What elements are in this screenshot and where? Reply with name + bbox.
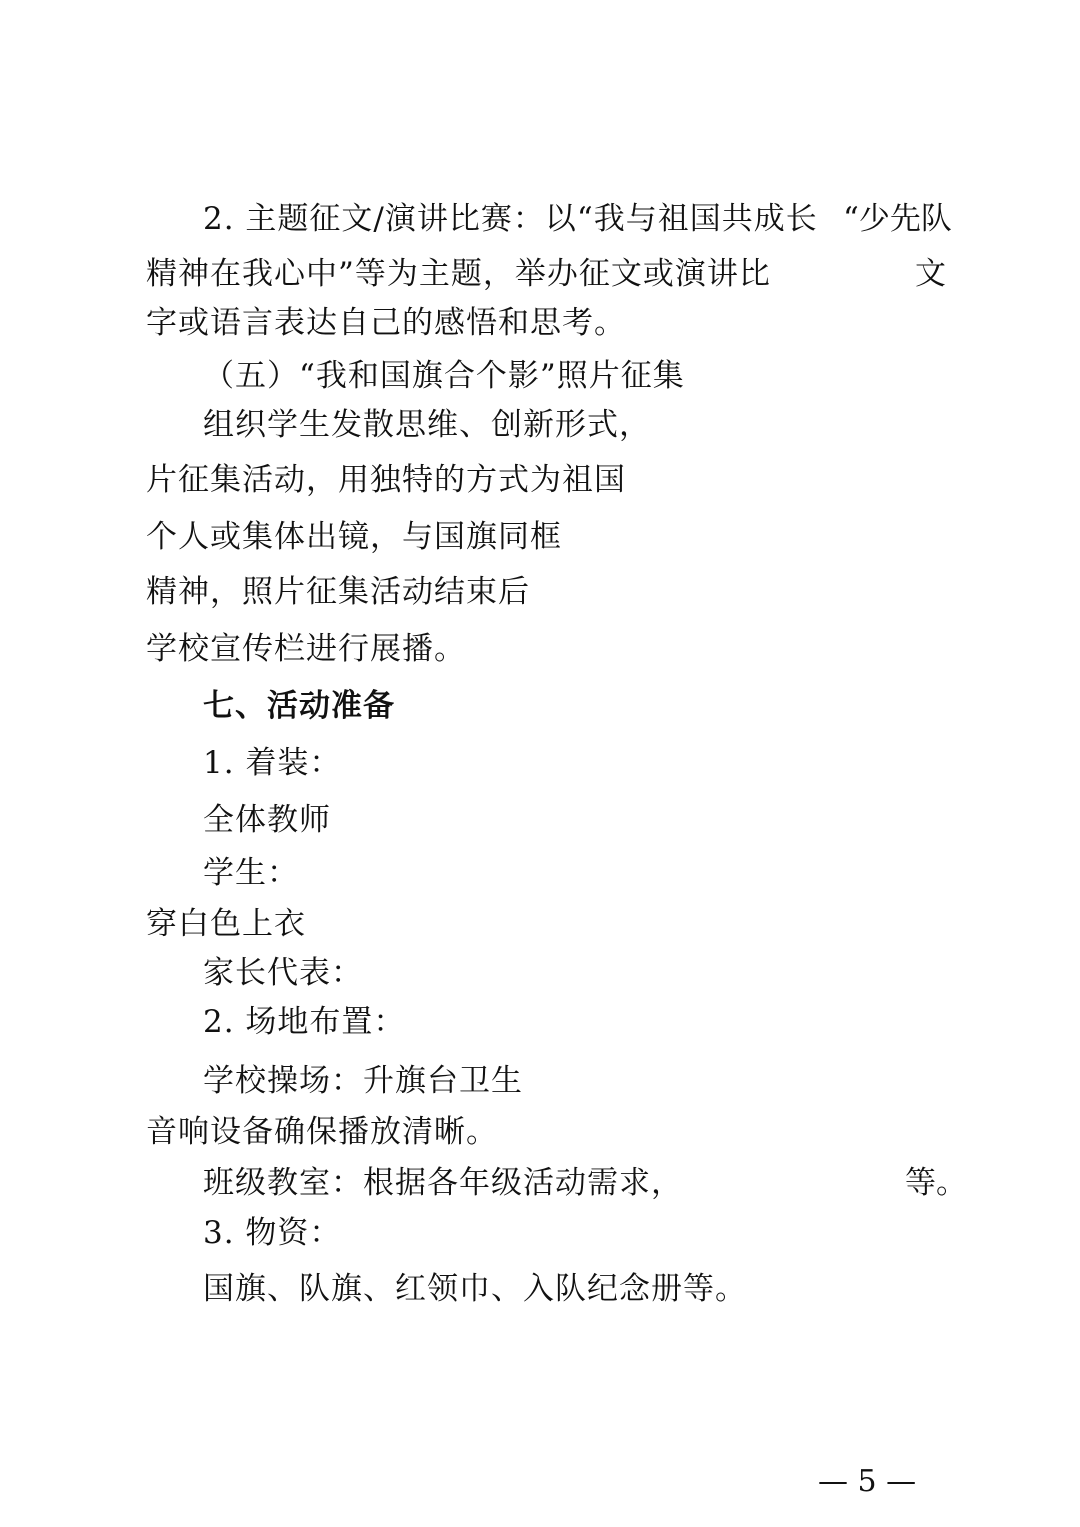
paragraph-line: 音响设备确保播放清晰。 xyxy=(146,1114,498,1150)
paragraph-line-fragment: 等。 xyxy=(905,1165,967,1201)
paragraph-line: 学生： xyxy=(203,855,299,891)
subsection-heading: 1. 着装： xyxy=(203,745,342,781)
paragraph-line: 国旗、队旗、红领巾、入队纪念册等。 xyxy=(203,1271,747,1307)
subsection-heading: 3. 物资： xyxy=(203,1215,342,1251)
paragraph-line: 班级教室：根据各年级活动需求， xyxy=(203,1165,683,1201)
paragraph-line: 学校宣传栏进行展播。 xyxy=(146,631,466,667)
paragraph-line: 字或语言表达自己的感悟和思考。 xyxy=(146,305,626,341)
paragraph-line: 精神，照片征集活动结束后 xyxy=(146,574,530,610)
paragraph-line: 精神在我心中”等为主题，举办征文或演讲比 xyxy=(146,256,771,292)
paragraph-line: 家长代表： xyxy=(203,955,363,991)
subsection-heading: 2. 场地布置： xyxy=(203,1004,406,1040)
page-number: — 5 — xyxy=(818,1464,917,1499)
paragraph-line: 组织学生发散思维、创新形式， xyxy=(203,407,651,443)
section-heading: 七、活动准备 xyxy=(203,688,395,724)
paragraph-line: 2. 主题征文/演讲比赛：以“我与祖国共成长 xyxy=(203,201,818,237)
paragraph-line-fragment: 文 xyxy=(915,256,946,292)
paragraph-line: 全体教师 xyxy=(203,802,331,838)
section-heading: （五）“我和国旗合个影”照片征集 xyxy=(203,358,685,394)
paragraph-line: 个人或集体出镜，与国旗同框 xyxy=(146,519,562,555)
paragraph-line: 穿白色上衣 xyxy=(146,906,306,942)
paragraph-line: 学校操场：升旗台卫生 xyxy=(203,1063,523,1099)
paragraph-line-fragment: “少先队 xyxy=(843,201,952,237)
paragraph-line: 片征集活动，用独特的方式为祖国 xyxy=(146,462,626,498)
